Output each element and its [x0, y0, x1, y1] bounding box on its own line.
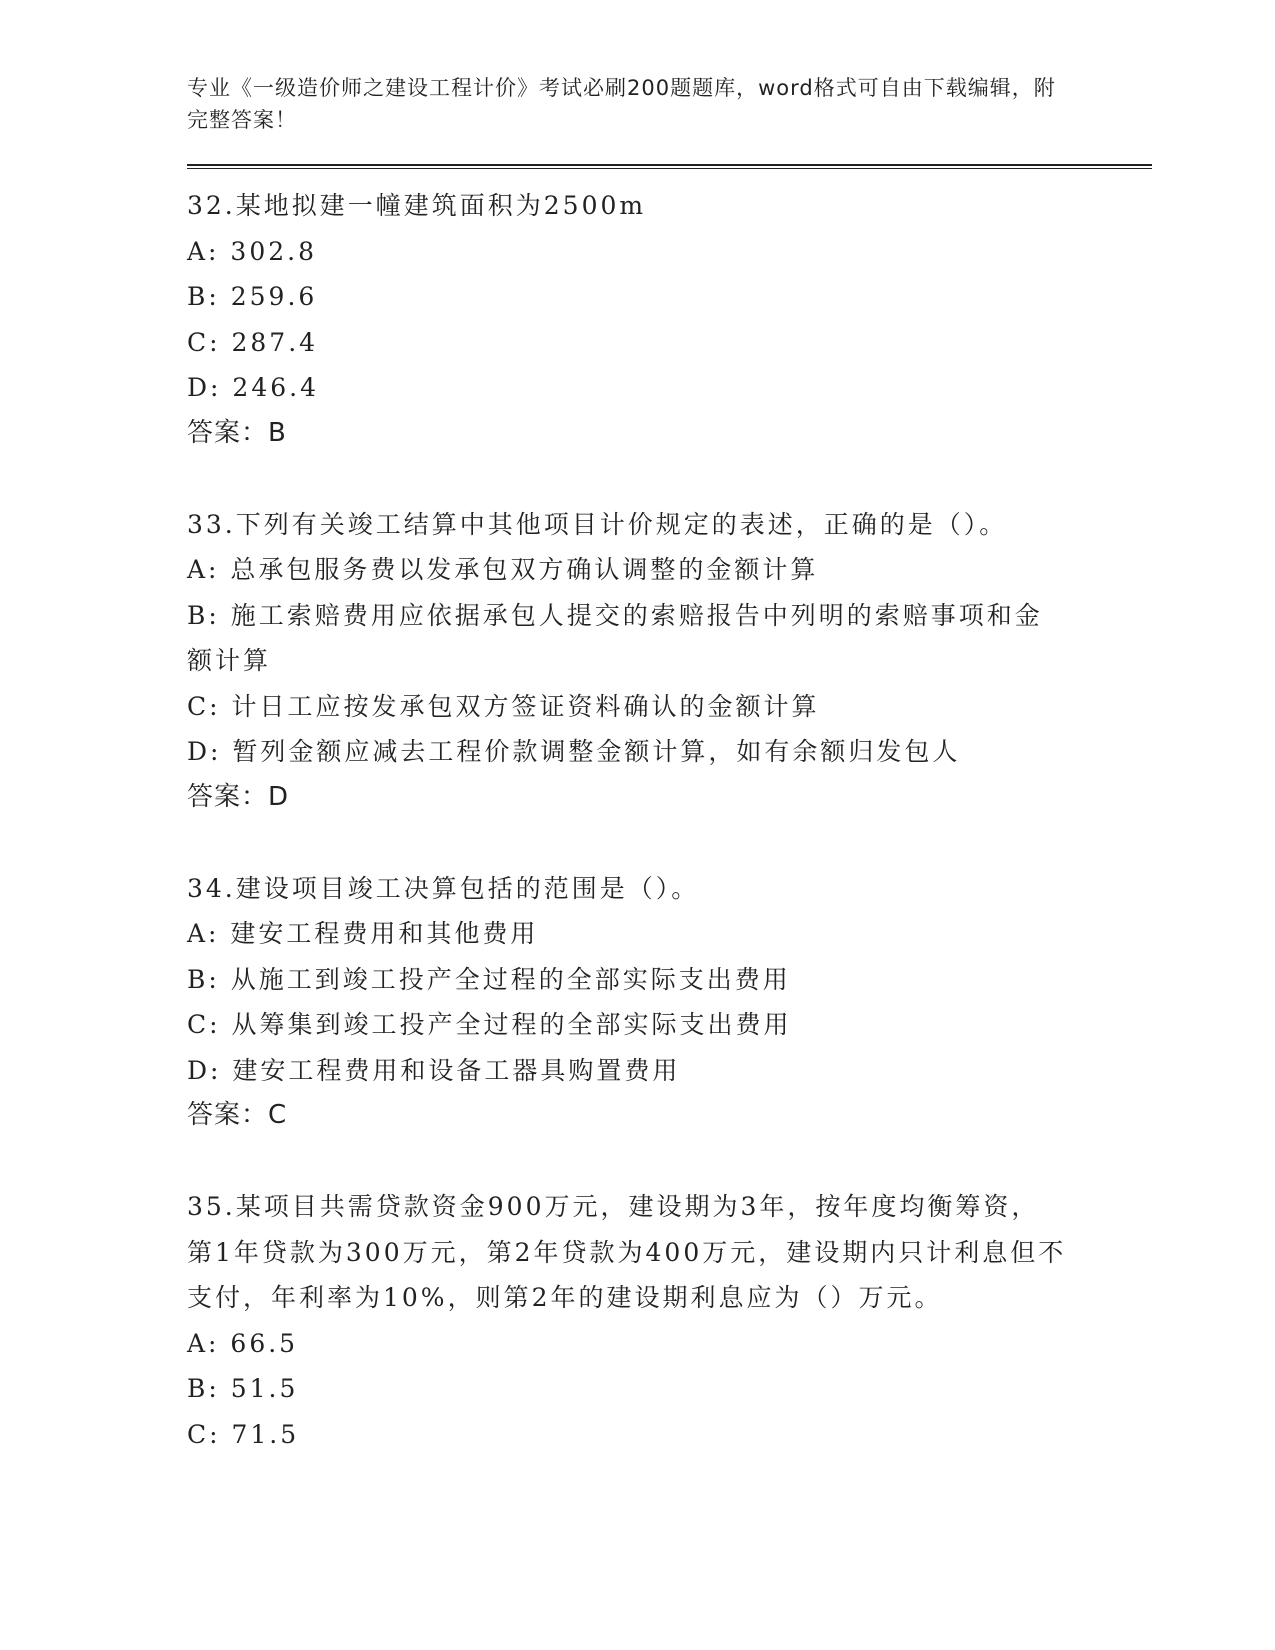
question-32	[187, 183, 1157, 456]
option-c: C: 计日工应按发承包双方签证资料确认的金额计算	[187, 691, 820, 721]
option-d: D: 建安工程费用和设备工器具购置费用	[187, 1055, 681, 1085]
option-b: B: 259.6	[187, 282, 318, 311]
question-stem: 34.建设项目竣工决算包括的范围是（）。	[187, 873, 700, 903]
question-34	[187, 866, 1157, 1139]
option-b: B: 从施工到竣工投产全过程的全部实际支出费用	[187, 964, 791, 994]
question-35	[187, 1184, 1157, 1457]
question-list	[187, 183, 1157, 1457]
option-b: B: 施工索赔费用应依据承包人提交的索赔报告中列明的索赔事项和金额计算	[187, 600, 1043, 675]
option-c: C: 287.4	[187, 327, 319, 357]
option-b: B: 51.5	[187, 1374, 299, 1403]
question-stem: 32.某地拟建一幢建筑面积为2500m	[187, 191, 647, 220]
option-d: D: 246.4	[187, 373, 319, 402]
question-stem: 35.某项目共需贷款资金900万元，建设期为3年，按年度均衡筹资，第1年贷款为300万元，第2年贷款为400万元，建设期内只计利息但不支付，年利率为10%，则第2年的建设期利息应为（）万元。	[187, 1192, 1067, 1312]
question-33	[187, 502, 1157, 820]
option-a: A: 302.8	[187, 236, 317, 266]
option-c: C: 从筹集到竣工投产全过程的全部实际支出费用	[187, 1010, 792, 1039]
answer-label: 答案：C	[187, 1100, 288, 1130]
question-stem: 33.下列有关竣工结算中其他项目计价规定的表述，正确的是（）。	[187, 509, 1008, 539]
option-a: A: 建安工程费用和其他费用	[187, 919, 539, 948]
document-page	[187, 72, 1157, 1503]
option-a: A: 总承包服务费以发承包双方确认调整的金额计算	[187, 555, 819, 584]
option-d: D: 暂列金额应减去工程价款调整金额计算，如有余额归发包人	[187, 737, 961, 766]
answer-label: 答案：D	[187, 781, 290, 812]
answer-label: 答案：B	[187, 417, 287, 448]
option-c: C: 71.5	[187, 1419, 300, 1449]
option-a: A: 66.5	[187, 1328, 299, 1358]
header-divider	[187, 164, 1152, 169]
document-header: 专业《一级造价师之建设工程计价》考试必刷200题题库，word格式可自由下载编辑，附完整答案！	[187, 76, 1056, 132]
